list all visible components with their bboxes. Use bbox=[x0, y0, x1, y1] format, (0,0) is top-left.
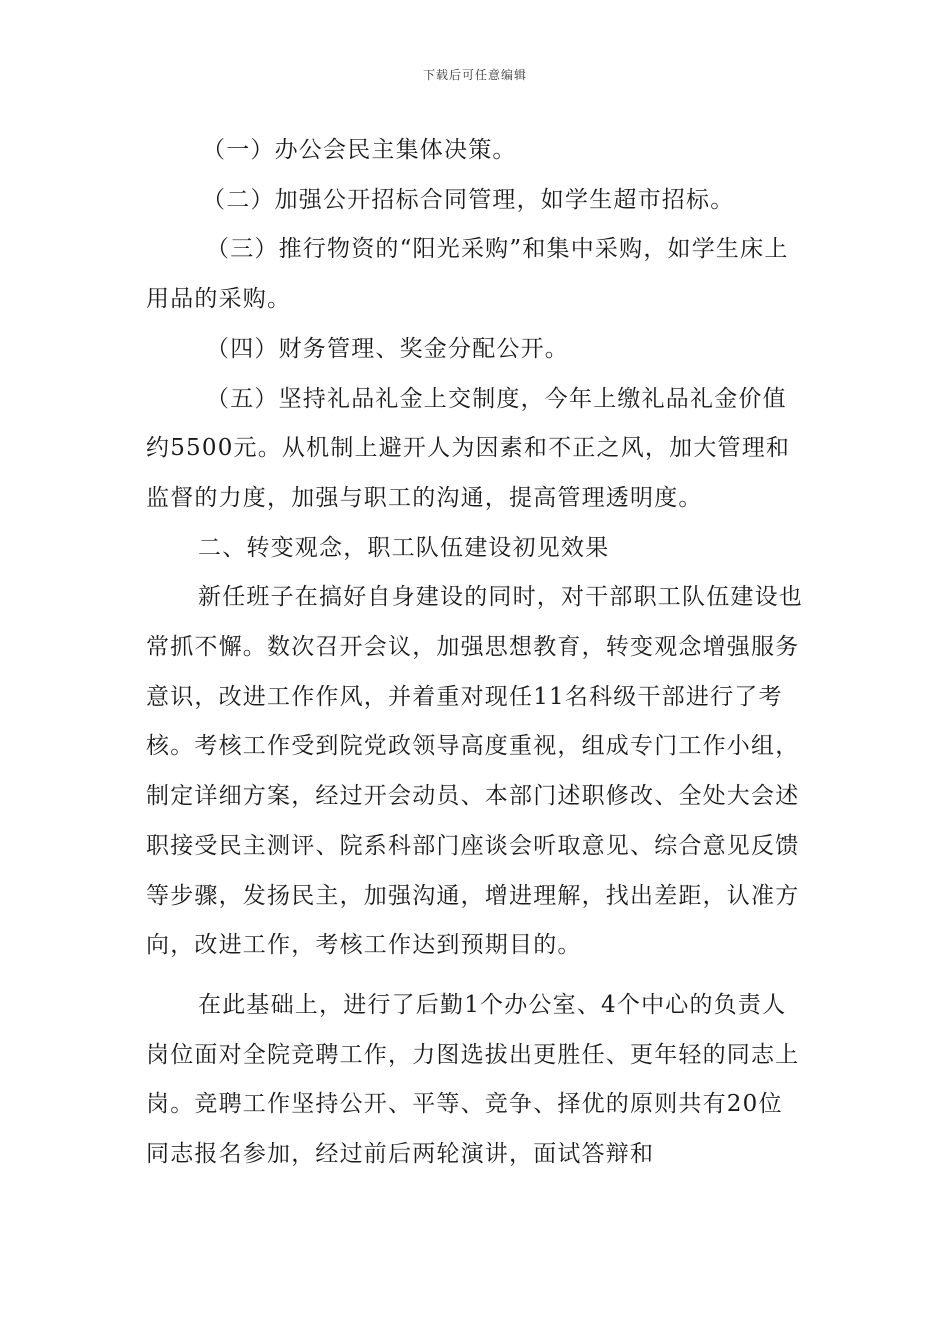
paragraph-item-5: （五）坚持礼品礼金上交制度，今年上缴礼品礼金价值约5500元。从机制上避开人为因素和不正之风，加大管理和监督的力度，加强与职工的沟通，提高管理透明度。 bbox=[146, 385, 791, 511]
paragraph-gap bbox=[146, 971, 806, 981]
paragraph-body-2: 在此基础上，进行了后勤1个办公室、4个中心的负责人岗位面对全院竞聘工作，力图选拔出更胜任、更年轻的同志上岗。竞聘工作坚持公开、平等、竞争、择优的原则共有20位同志报名参加，经过前后两轮演讲，面试答辩和 bbox=[146, 991, 800, 1168]
paragraph-item-1: （一）办公会民主集体决策。 bbox=[202, 137, 517, 163]
paragraph-body-1: 新任班子在搞好自身建设的同时，对干部职工队伍建设也常抓不懈。数次召开会议，加强思想教育，转变观念增强服务意识，改进工作作风，并着重对现任11名科级干部进行了考核。考核工作受到院党政领导高度重视，组成专门工作小组，制定详细方案，经过开会动员、本部门述职修改、全处大会述职接受民主测评、院系科部门座谈会听取意见、综合意见反馈等步骤，发扬民主，加强沟通，增进理解，找出差距，认准方向，改进工作，考核工作达到预期目的。 bbox=[146, 584, 803, 959]
document-body bbox=[146, 126, 806, 1180]
header-note: 下载后可任意编辑 bbox=[422, 68, 527, 82]
paragraph-item-2: （二）加强公开招标合同管理，如学生超市招标。 bbox=[202, 186, 735, 213]
paragraph-item-4: （四）财务管理、奖金分配公开。 bbox=[206, 335, 569, 362]
paragraph-item-3: （三）推行物资的“阳光采购”和集中采购，如学生床上用品的采购。 bbox=[146, 236, 789, 313]
section-heading: 二、转变观念，职工队伍建设初见效果 bbox=[198, 534, 610, 561]
